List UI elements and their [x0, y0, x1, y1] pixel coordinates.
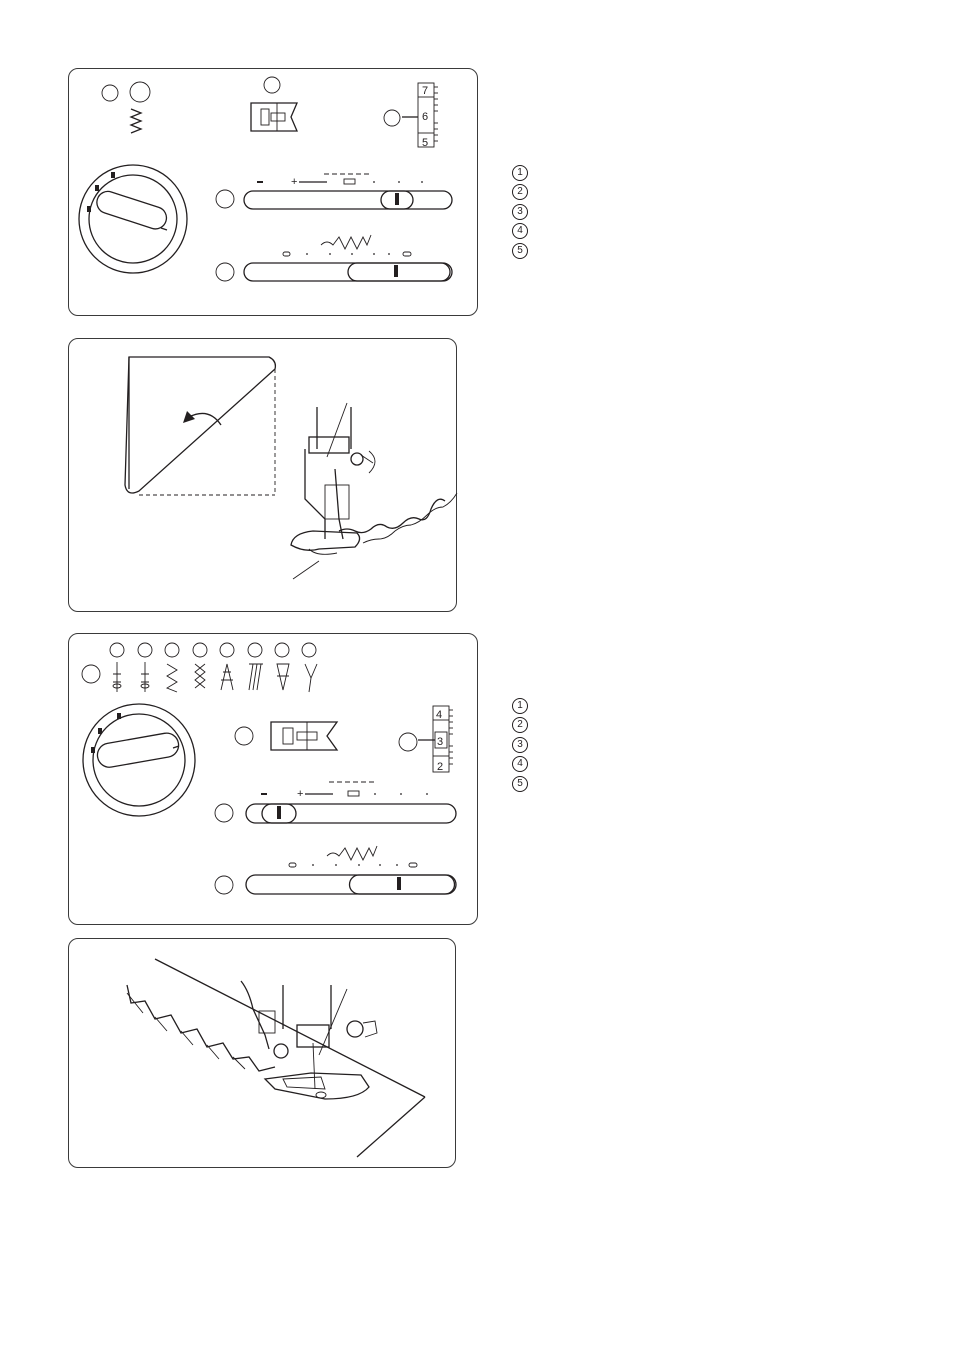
scale-value-bottom: 2: [437, 761, 444, 773]
settings-panel-1: [68, 68, 478, 316]
svg-text:+: +: [297, 788, 304, 800]
legend-item: [512, 241, 528, 261]
callout-circle: [384, 110, 400, 126]
legend-item: [512, 696, 528, 716]
legend-item: [512, 716, 528, 736]
callout-circle: [216, 263, 234, 281]
callout-circle: [215, 876, 233, 894]
scale-value-top: 7: [422, 85, 429, 97]
settings-diagram-1: [69, 69, 479, 317]
settings-diagram-3: [69, 634, 479, 926]
legend-list-1: [512, 163, 528, 261]
triangle-stitch-icon: [277, 664, 289, 690]
callout-circle: [102, 85, 118, 101]
callout-circle: [138, 643, 152, 657]
zigzag-edge-stitch: [127, 985, 275, 1071]
legend-item: [512, 755, 528, 775]
stitch-width-slider: [244, 235, 452, 281]
scale-value-current: 3: [437, 736, 444, 748]
stitch-length-scale: [402, 83, 438, 149]
arrow-head-icon: [183, 411, 195, 423]
presser-foot-icon: [251, 103, 297, 131]
number-circle: 2: [512, 717, 528, 733]
pattern-selector-dial: [83, 704, 195, 816]
number-circle: 1: [512, 698, 528, 714]
settings-panel-3: [68, 633, 478, 925]
stitch-length-slider: [244, 174, 452, 209]
legend-item: [512, 222, 528, 242]
number-circle: 4: [512, 756, 528, 772]
folded-fabric: [125, 357, 275, 495]
callout-circle: [248, 643, 262, 657]
number-circle: 4: [512, 223, 528, 239]
stitch-line: [339, 499, 445, 532]
scale-value-top: 4: [436, 709, 443, 721]
fabric-edge-line: [357, 1097, 425, 1157]
legend-item: [512, 774, 528, 794]
callout-circle: [399, 733, 417, 751]
callout-circle: [235, 727, 253, 745]
triple-stitch-icon: [249, 664, 263, 690]
presser-foot-drawing: [241, 981, 377, 1099]
number-circle: 5: [512, 243, 528, 259]
scale-value-current: 6: [422, 111, 429, 123]
callout-circle: [193, 643, 207, 657]
legend-list-2: [512, 696, 528, 794]
callout-circle: [275, 643, 289, 657]
scale-value-bottom: 5: [422, 137, 429, 149]
number-circle: 5: [512, 776, 528, 792]
fold-and-sew-illustration: [69, 339, 458, 613]
callout-circle: [82, 665, 100, 683]
legend-item: [512, 735, 528, 755]
callout-circle: [165, 643, 179, 657]
callout-circle: [110, 643, 124, 657]
callout-circle: [130, 82, 150, 102]
presser-foot-drawing: [291, 403, 375, 579]
feather-stitch-icon: [305, 664, 317, 692]
pattern-selector-dial: [79, 165, 187, 273]
zigzag-stitch-icon: [167, 664, 177, 692]
zigzag-stitch-icon: [131, 109, 141, 133]
overedge-stitch-icon: [221, 664, 233, 690]
legend-item: [512, 183, 528, 203]
callout-circle: [220, 643, 234, 657]
stitch-length-slider: [246, 782, 456, 823]
number-circle: 1: [512, 165, 528, 181]
illustration-panel-2: [68, 338, 457, 612]
stitch-length-scale: [418, 706, 453, 773]
callout-circle: [216, 190, 234, 208]
legend-item: [512, 163, 528, 183]
number-circle: 3: [512, 204, 528, 220]
presser-foot-icon: [271, 722, 337, 750]
callout-circle: [264, 77, 280, 93]
svg-text:+: +: [291, 176, 298, 188]
illustration-panel-4: [68, 938, 456, 1168]
legend-item: [512, 202, 528, 222]
edge-sewing-illustration: [69, 939, 457, 1169]
callout-circle: [302, 643, 316, 657]
number-circle: 2: [512, 184, 528, 200]
stitch-pattern-icons: [113, 662, 317, 692]
stitch-width-slider: [246, 846, 456, 894]
callout-circle: [215, 804, 233, 822]
cross-stitch-icon: [195, 664, 205, 688]
number-circle: 3: [512, 737, 528, 753]
